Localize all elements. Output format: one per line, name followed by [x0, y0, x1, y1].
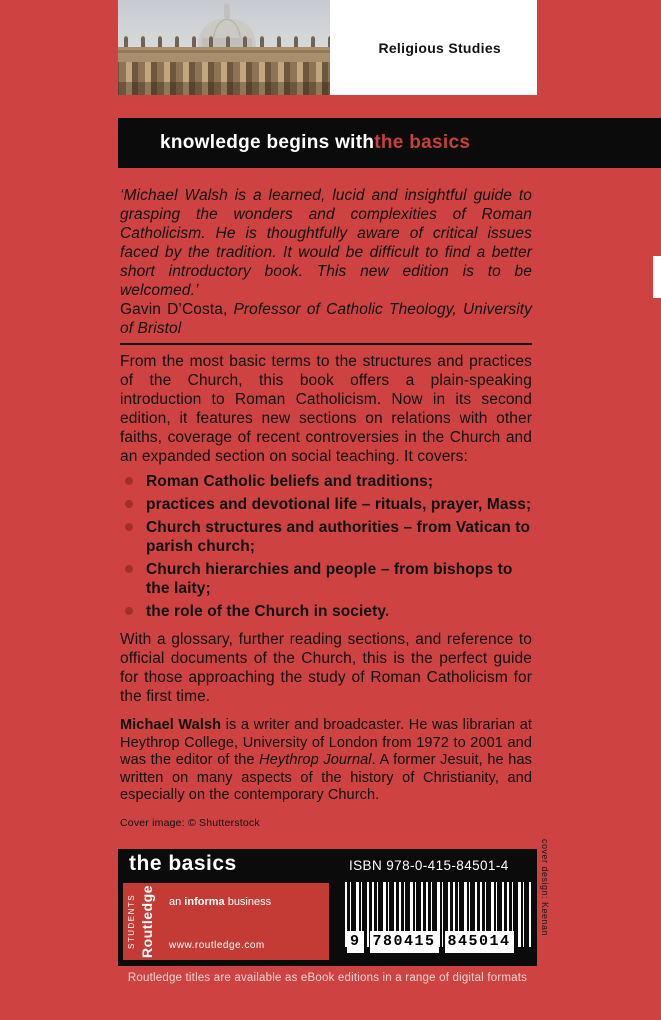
- routledge-logo: [123, 883, 329, 960]
- bullet-item: [120, 602, 532, 621]
- review-quote: ‘Michael Walsh is a learned, lucid and insightful guide to grasping the wonders and complexities of Roman Catholicism. He is thoughtfully aware of critical issues faced by the tradition. It would be difficult to find a better short introductory book. This new edition is to be welcomed.’: [120, 187, 532, 299]
- bio-text-end: . A former Jesuit, he has written on many aspects of the history of Christianity, and especially on the contemporary Church.: [120, 752, 532, 803]
- header-band: [118, 0, 537, 95]
- bullet-item: [120, 472, 532, 491]
- series-title: the basics: [129, 852, 237, 875]
- closing-paragraph: With a glossary, further reading sections, and reference to official documents of the Church, this is the perfect guide for those approaching the study of Roman Catholicism for the first time.: [120, 631, 532, 705]
- informa-prefix: an: [169, 896, 185, 908]
- bullet-text: the role of the Church in society.: [146, 603, 390, 620]
- informa-suffix: business: [224, 896, 272, 908]
- logo-students-label: STUDENTS: [127, 893, 136, 950]
- tagline-series-highlight: the basics: [374, 132, 471, 153]
- bullet-item: [120, 560, 532, 598]
- subject-category-label: Religious Studies: [378, 39, 501, 56]
- cover-photo-st-peters: [118, 0, 330, 95]
- routledge-wordmark: Routledge: [139, 885, 155, 958]
- informa-line: [169, 896, 323, 908]
- contents-bullet-list: [120, 472, 532, 621]
- bullet-dot-icon: [125, 565, 133, 573]
- bullet-text: Church hierarchies and people – from bishops to the laity;: [146, 561, 513, 597]
- footer-bar: [118, 849, 537, 966]
- logo-right-column: [157, 883, 329, 960]
- barcode: [345, 882, 533, 953]
- book-description: From the most basic terms to the structures and practices of the Church, this book offers a plain-speaking introduction to Roman Catholicism. Now in its second edition, it features new sections on relations with other faiths, coverage of recent controversies in the Church and an expanded section on social teaching. It covers:: [120, 353, 532, 465]
- author-bio: [120, 717, 532, 805]
- author-name: Michael Walsh: [120, 717, 222, 733]
- isbn-label: ISBN 978-0-415-84501-4: [349, 858, 509, 873]
- tagline-strip: [118, 118, 661, 168]
- barcode-digit-group: 780415: [370, 931, 439, 953]
- page-edge-notch: [653, 256, 661, 298]
- barcode-digit-group: 9: [347, 931, 364, 953]
- cover-image-credit: Cover image: © Shutterstock: [120, 816, 260, 829]
- quote-attribution-name: Gavin D’Costa,: [120, 301, 234, 318]
- journal-title: Heythrop Journal: [259, 752, 372, 768]
- bullet-item: [120, 518, 532, 556]
- cover-design-credit: cover design: Keenan: [540, 839, 550, 937]
- informa-bold: informa: [184, 896, 225, 908]
- bio-text: is a writer and broadcaster. He was librarian at Heythrop College, University of London from 1972 to 2001 and was the editor of the: [120, 717, 532, 768]
- bullet-text: Roman Catholic beliefs and traditions;: [146, 473, 434, 490]
- bullet-dot-icon: [125, 477, 133, 485]
- quote-attribution: [120, 300, 532, 338]
- tagline-prefix: knowledge begins with: [160, 132, 375, 153]
- bullet-text: practices and devotional life – rituals, prayer, Mass;: [146, 496, 532, 513]
- st-peters-basilica-illustration: [118, 0, 330, 95]
- back-cover-text: [120, 166, 532, 833]
- barcode-digits-row: [347, 931, 514, 953]
- bullet-dot-icon: [125, 523, 133, 531]
- quote-attribution-title: Professor of Catholic Theology, University of Bristol: [120, 301, 532, 337]
- bullet-dot-icon: [125, 500, 133, 508]
- header-label-wrap: [330, 0, 537, 95]
- publisher-website: www.routledge.com: [169, 940, 265, 951]
- barcode-digit-group: 845014: [445, 931, 514, 953]
- bullet-dot-icon: [125, 607, 133, 615]
- divider-rule: [120, 343, 532, 345]
- bullet-item: [120, 495, 532, 514]
- bullet-text: Church structures and authorities – from Vatican to parish church;: [146, 519, 531, 555]
- ebook-availability-note: Routledge titles are available as eBook editions in a range of digital formats: [127, 972, 528, 984]
